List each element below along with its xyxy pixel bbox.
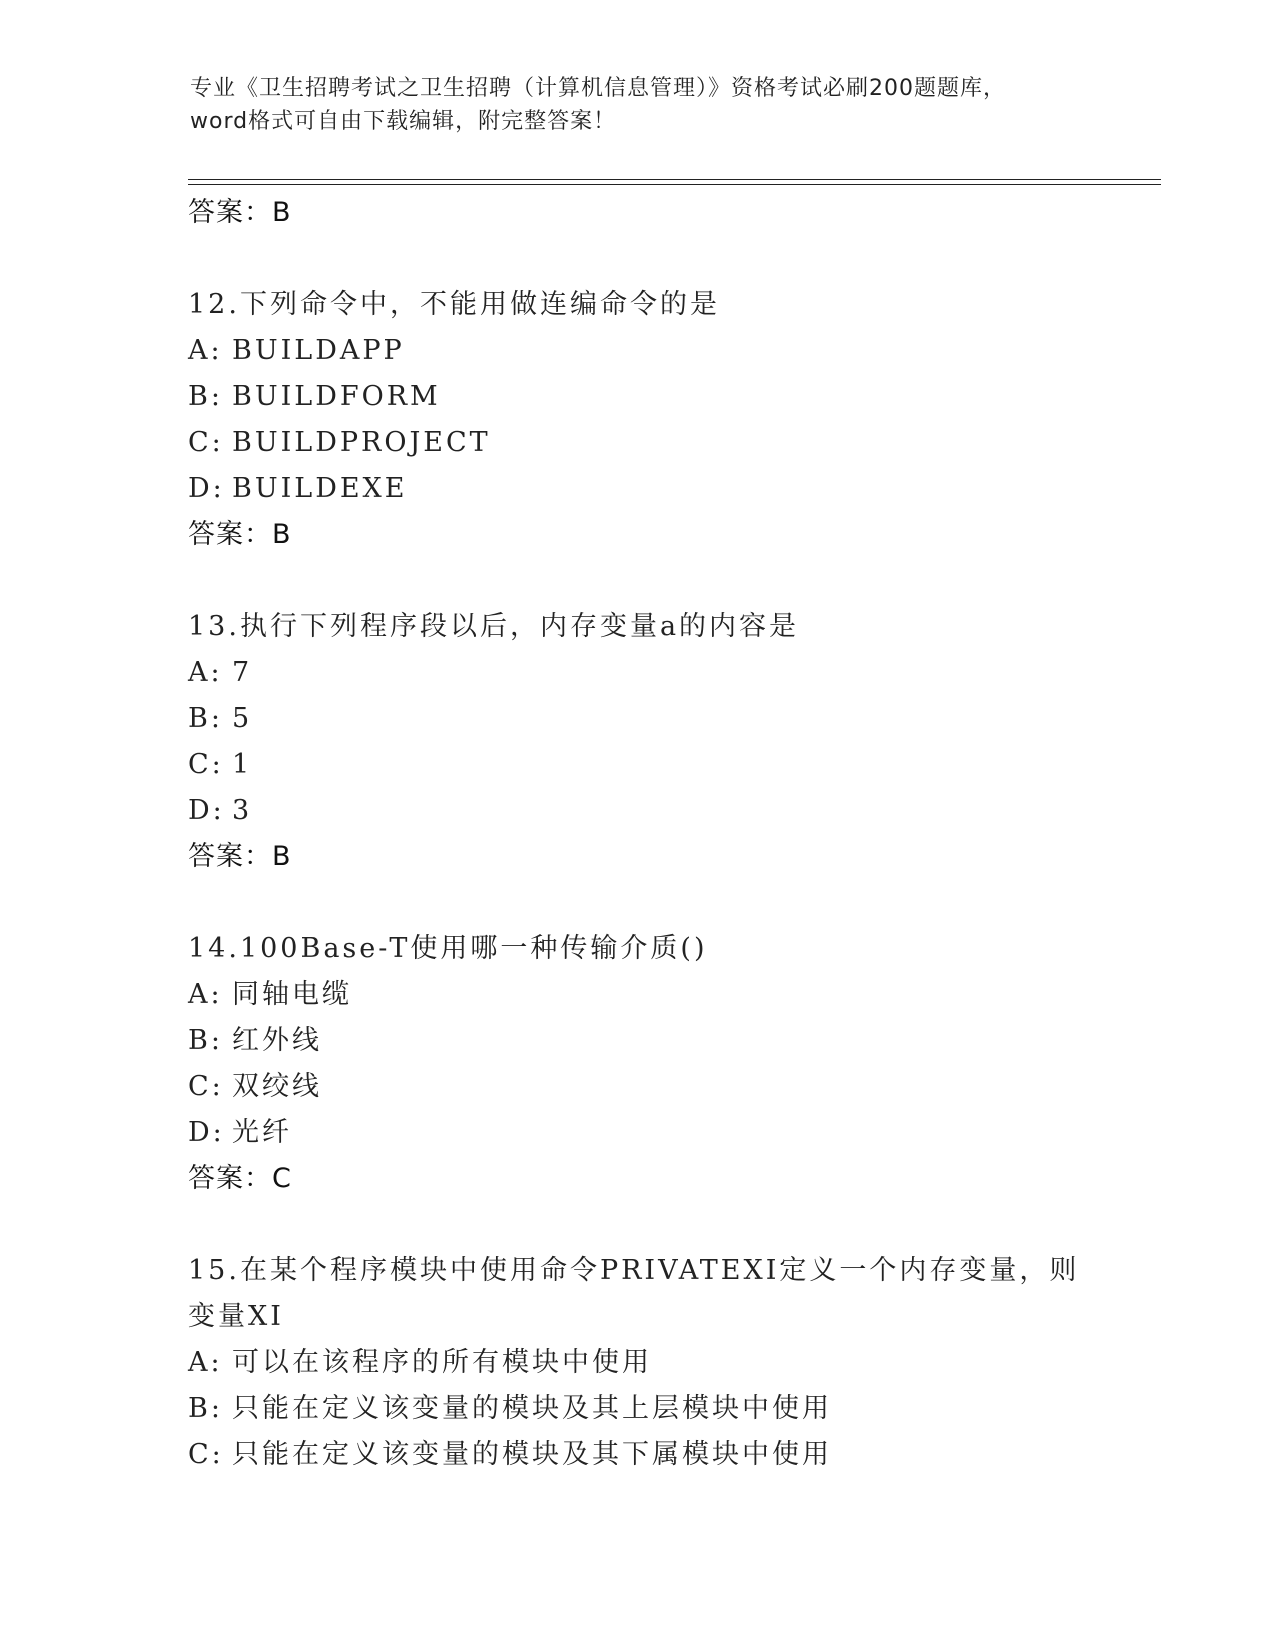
question-item [188, 926, 1088, 1202]
option-key: B: [188, 703, 223, 734]
option-key: B: [188, 381, 223, 412]
option-a [188, 328, 1088, 374]
option-key: C: [188, 1071, 224, 1102]
answer-label: 答案：B [188, 519, 292, 550]
option-key: A: [188, 657, 223, 688]
option-text: 同轴电缆 [232, 979, 352, 1010]
option-text: BUILDEXE [232, 473, 408, 504]
option-d [188, 1110, 1088, 1156]
header-line-2: word格式可自由下载编辑，附完整答案！ [190, 109, 617, 134]
answer-label: 答案：C [188, 1163, 292, 1194]
option-key: D: [188, 473, 225, 504]
option-d [188, 466, 1088, 512]
option-key: B: [188, 1025, 223, 1056]
option-text: 7 [232, 657, 253, 688]
option-key: D: [188, 1117, 225, 1148]
option-key: C: [188, 1439, 224, 1470]
question-stem: 12.下列命令中，不能用做连编命令的是 [188, 289, 720, 320]
option-key: A: [188, 1347, 223, 1378]
header-divider-bottom [188, 184, 1161, 185]
option-text: BUILDAPP [232, 335, 405, 366]
option-text: 双绞线 [232, 1071, 322, 1102]
option-text: 光纤 [232, 1117, 292, 1148]
option-c [188, 742, 1088, 788]
question-item [188, 604, 1088, 880]
question-stem: 13.执行下列程序段以后，内存变量a的内容是 [188, 611, 800, 642]
option-text: 只能在定义该变量的模块及其下属模块中使用 [232, 1439, 832, 1470]
option-b [188, 1018, 1088, 1064]
option-c [188, 420, 1088, 466]
question-stem: 15.在某个程序模块中使用命令PRIVATEXI定义一个内存变量，则变量XI [188, 1255, 1080, 1332]
option-c [188, 1432, 1088, 1478]
option-key: B: [188, 1393, 223, 1424]
option-text: 可以在该程序的所有模块中使用 [232, 1347, 652, 1378]
header-line-1: 专业《卫生招聘考试之卫生招聘（计算机信息管理）》资格考试必刷200题题库， [190, 76, 1006, 101]
option-a [188, 972, 1088, 1018]
answer-label: 答案：B [188, 197, 292, 228]
option-text: 只能在定义该变量的模块及其上层模块中使用 [232, 1393, 832, 1424]
option-text: BUILDFORM [232, 381, 441, 412]
option-key: A: [188, 335, 223, 366]
option-a [188, 1340, 1088, 1386]
question-list [188, 190, 1088, 1478]
option-text: 1 [232, 749, 253, 780]
option-key: A: [188, 979, 223, 1010]
option-text: 5 [232, 703, 253, 734]
option-b [188, 1386, 1088, 1432]
option-text: BUILDPROJECT [232, 427, 491, 458]
option-b [188, 374, 1088, 420]
option-a [188, 650, 1088, 696]
question-stem: 14.100Base-T使用哪一种传输介质() [188, 933, 708, 964]
option-c [188, 1064, 1088, 1110]
option-d [188, 788, 1088, 834]
option-key: C: [188, 749, 224, 780]
header-divider-top [188, 179, 1161, 180]
option-key: D: [188, 795, 225, 826]
answer-label: 答案：B [188, 841, 292, 872]
option-text: 3 [232, 795, 253, 826]
question-item [188, 1248, 1088, 1478]
option-b [188, 696, 1088, 742]
document-header [190, 72, 1090, 138]
question-item [188, 282, 1088, 558]
option-key: C: [188, 427, 224, 458]
option-text: 红外线 [232, 1025, 322, 1056]
